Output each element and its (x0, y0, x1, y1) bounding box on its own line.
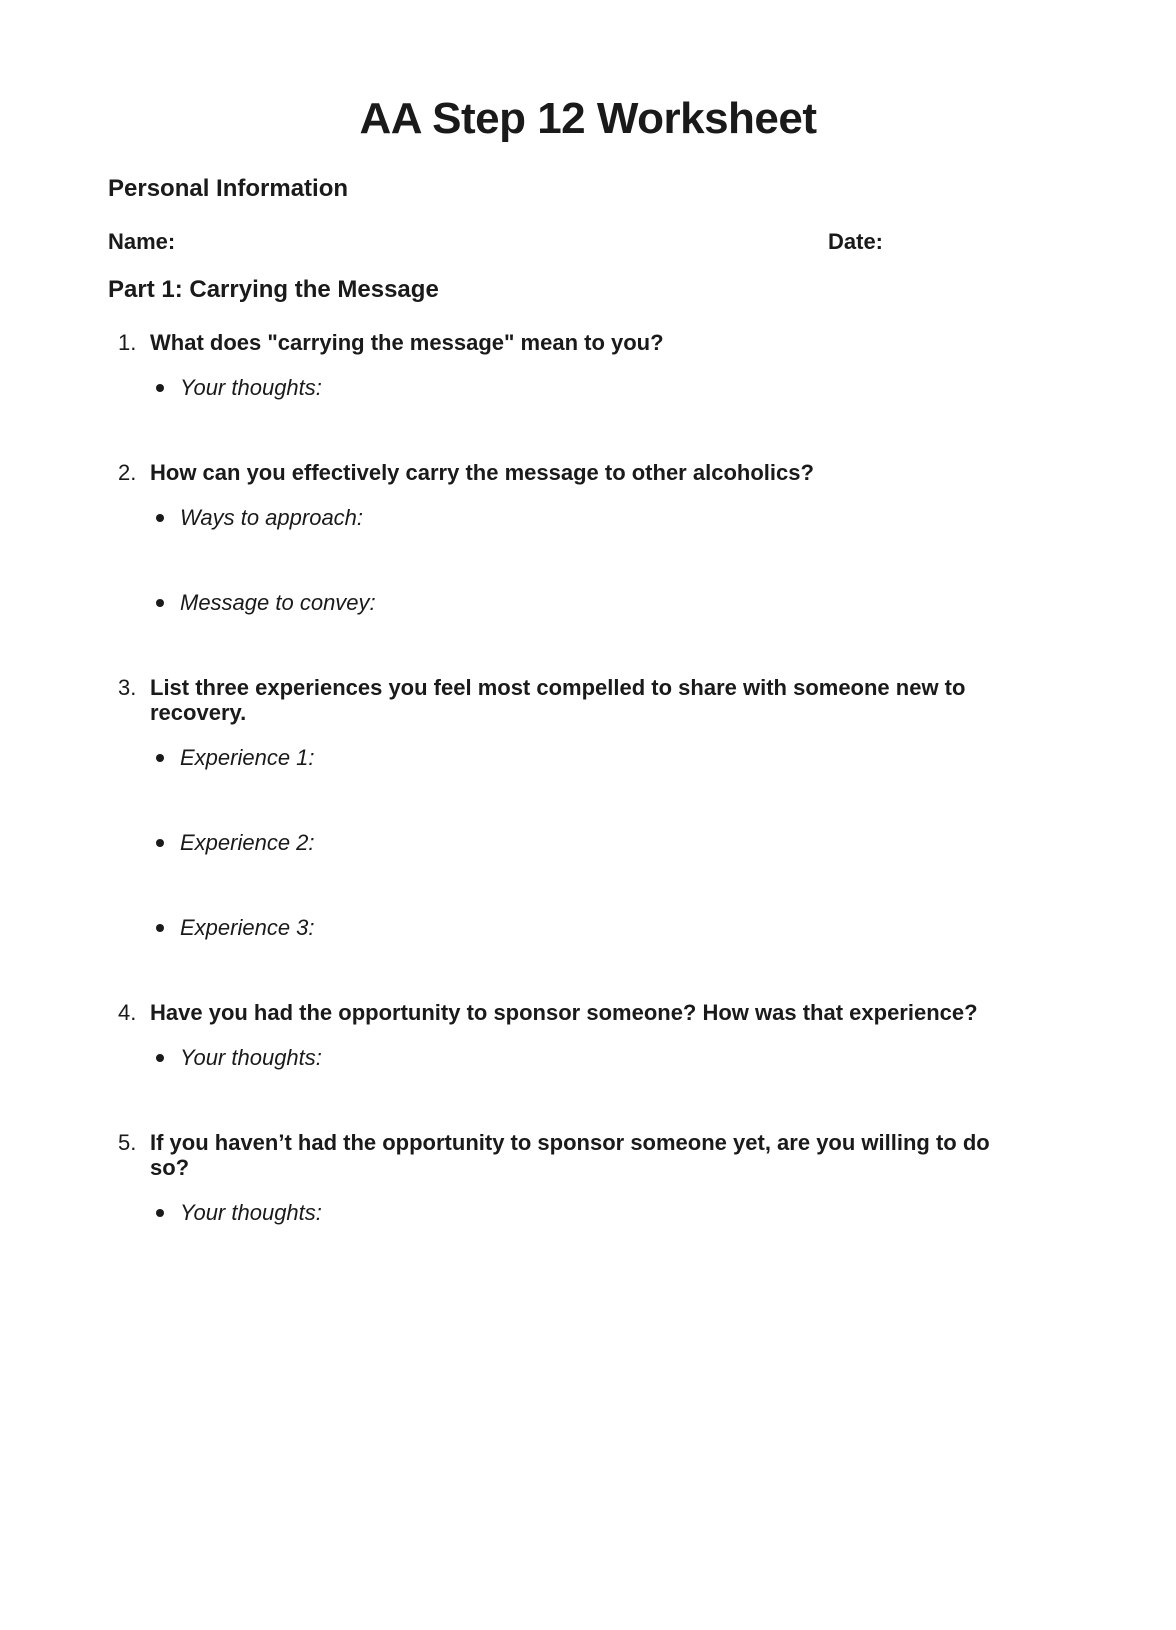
question-item (108, 1130, 1068, 1225)
question-item (108, 1000, 1068, 1070)
bullet-icon (156, 514, 164, 522)
bullet-item (156, 745, 1068, 770)
bullet-label: Your thoughts: (180, 1045, 322, 1070)
personal-information-heading: Personal Information (108, 175, 349, 202)
question-row (108, 1130, 1048, 1180)
bullet-item (156, 375, 1068, 400)
bullet-icon (156, 924, 164, 932)
part1-heading: Part 1: Carrying the Message (108, 276, 439, 303)
bullet-label: Experience 3: (180, 915, 315, 940)
bullet-label: Experience 2: (180, 830, 315, 855)
bullet-item (156, 830, 1068, 855)
question-text: Have you had the opportunity to sponsor someone? How was that experience? (150, 1000, 978, 1025)
bullet-label: Message to convey: (180, 590, 376, 615)
bullet-list (108, 1045, 1068, 1070)
bullet-label: Your thoughts: (180, 1200, 322, 1225)
bullet-label: Your thoughts: (180, 375, 322, 400)
question-text: If you haven’t had the opportunity to sponsor someone yet, are you willing to do so? (150, 1130, 990, 1180)
page-title: AA Step 12 Worksheet (359, 94, 817, 143)
bullet-item (156, 1200, 1068, 1225)
bullet-icon (156, 754, 164, 762)
date-label: Date: (828, 229, 884, 254)
question-number: 3. (118, 675, 137, 700)
bullet-icon (156, 599, 164, 607)
question-number: 1. (118, 330, 137, 355)
bullet-icon (156, 839, 164, 847)
question-number: 2. (118, 460, 137, 485)
questions-list (108, 330, 1068, 1225)
bullet-icon (156, 1209, 164, 1217)
bullet-item (156, 1045, 1068, 1070)
bullet-label: Ways to approach: (180, 505, 364, 530)
question-row (108, 460, 1048, 485)
question-text: List three experiences you feel most compelled to share with someone new to recovery. (150, 675, 966, 725)
question-item (108, 675, 1068, 940)
bullet-list (108, 375, 1068, 400)
question-item (108, 330, 1068, 400)
bullet-icon (156, 384, 164, 392)
question-row (108, 675, 1048, 725)
bullet-icon (156, 1054, 164, 1062)
bullet-list (108, 505, 1068, 615)
bullet-list (108, 1200, 1068, 1225)
question-item (108, 460, 1068, 615)
name-label: Name: (108, 229, 176, 254)
question-number: 5. (118, 1130, 137, 1155)
bullet-item (156, 915, 1068, 940)
bullet-label: Experience 1: (180, 745, 315, 770)
bullet-item (156, 590, 1068, 615)
name-date-row (108, 229, 1068, 254)
question-text: How can you effectively carry the message to other alcoholics? (150, 460, 814, 485)
question-row (108, 330, 1048, 355)
question-text: What does "carrying the message" mean to you? (150, 330, 664, 355)
question-number: 4. (118, 1000, 137, 1025)
bullet-list (108, 745, 1068, 940)
question-row (108, 1000, 1048, 1025)
bullet-item (156, 505, 1068, 530)
